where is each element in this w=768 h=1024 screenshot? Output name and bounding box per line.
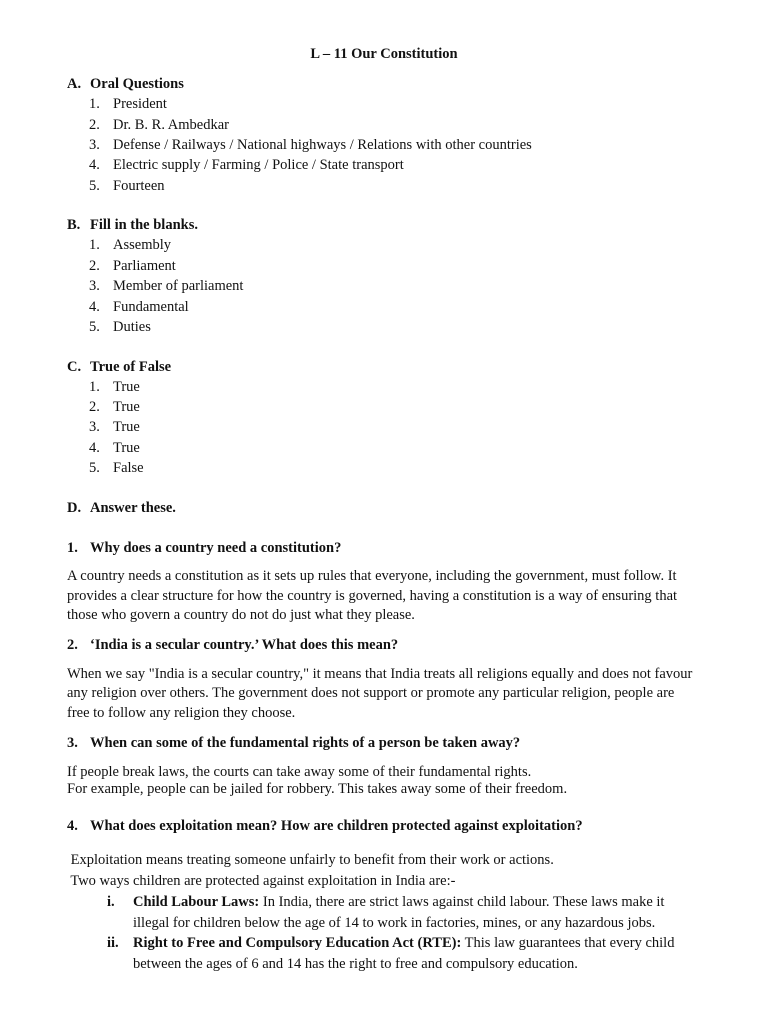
section-c-letter: C.: [67, 359, 82, 375]
answer-line: For example, people can be jailed for robbery. This takes away some of their freedom.: [67, 781, 568, 797]
question-text: When can some of the fundamental rights of a person be taken away?: [90, 735, 521, 751]
item-number: 1.: [89, 379, 100, 395]
roman-item-line: [133, 935, 674, 952]
roman-numeral: ii.: [107, 935, 119, 951]
section-a-item: Fourteen: [113, 178, 165, 194]
roman-item-line: between the ages of 6 and 14 has the right to free and compulsory education.: [133, 956, 578, 972]
question-text: What does exploitation mean? How are children protected against exploitation?: [90, 818, 583, 834]
item-number: 2.: [89, 258, 100, 274]
section-a-item: Defense / Railways / National highways / Relations with other countries: [113, 137, 532, 153]
item-number: 2.: [89, 399, 100, 415]
section-b-letter: B.: [67, 217, 81, 233]
section-c-item: True: [113, 379, 140, 395]
item-number: 2.: [89, 117, 100, 133]
roman-item-line: [133, 894, 664, 911]
roman-item-text: This law guarantees that every child: [464, 935, 675, 951]
section-c-item: False: [113, 460, 144, 476]
item-number: 4.: [89, 157, 100, 173]
answer-line: A country needs a constitution as it sets up rules that everyone, including the government, must follow. It: [67, 568, 677, 584]
question-number: 3.: [67, 735, 78, 751]
section-c-item: True: [113, 399, 140, 415]
section-c-item: True: [113, 440, 140, 456]
roman-item-label: Child Labour Laws:: [133, 894, 260, 910]
item-number: 1.: [89, 96, 100, 112]
section-a-heading: Oral Questions: [90, 76, 184, 92]
answer-line: free to follow any religion they choose.: [67, 705, 296, 721]
item-number: 4.: [89, 299, 100, 315]
section-d-heading: Answer these.: [90, 500, 176, 516]
item-number: 3.: [89, 137, 100, 153]
item-number: 5.: [89, 460, 100, 476]
roman-item-line: illegal for children below the age of 14 to work in factories, mines, or any hazardous jobs.: [133, 915, 656, 931]
section-b-item: Assembly: [113, 237, 171, 253]
question-number: 2.: [67, 637, 78, 653]
item-number: 4.: [89, 440, 100, 456]
section-a-item: Electric supply / Farming / Police / State transport: [113, 157, 404, 173]
item-number: 5.: [89, 178, 100, 194]
section-b-item: Parliament: [113, 258, 176, 274]
item-number: 1.: [89, 237, 100, 253]
section-b-item: Duties: [113, 319, 151, 335]
section-a-item: President: [113, 96, 167, 112]
section-a-letter: A.: [67, 76, 82, 92]
roman-item-text: In India, there are strict laws against child labour. These laws make it: [262, 894, 665, 910]
section-c-item: True: [113, 419, 140, 435]
section-b-item: Fundamental: [113, 299, 189, 315]
item-number: 3.: [89, 419, 100, 435]
item-number: 5.: [89, 319, 100, 335]
answer-line: If people break laws, the courts can take away some of their fundamental rights.: [67, 764, 532, 780]
section-b-heading: Fill in the blanks.: [90, 217, 198, 233]
section-b-item: Member of parliament: [113, 278, 244, 294]
section-c-heading: True of False: [90, 359, 172, 375]
answer-line: those who govern a country do not do just what they please.: [67, 607, 415, 623]
page-title: L – 11 Our Constitution: [310, 46, 458, 62]
question-number: 4.: [67, 818, 78, 834]
answer-line: any religion over others. The government does not support or promote any particular religion, people are: [67, 685, 675, 701]
answer-line: provides a clear structure for how the country is governed, having a constitution is a way of ensuring that: [67, 588, 678, 604]
question-number: 1.: [67, 540, 78, 556]
section-d-letter: D.: [67, 500, 82, 516]
roman-item-label: Right to Free and Compulsory Education Act (RTE):: [133, 935, 462, 951]
item-number: 3.: [89, 278, 100, 294]
question-text: ‘India is a secular country.’ What does this mean?: [90, 637, 399, 653]
answer-line: Exploitation means treating someone unfairly to benefit from their work or actions.: [67, 852, 554, 868]
question-text: Why does a country need a constitution?: [90, 540, 342, 556]
answer-line: When we say "India is a secular country," it means that India treats all religions equally and does not favour: [67, 666, 693, 682]
answer-line: Two ways children are protected against exploitation in India are:-: [67, 873, 456, 889]
roman-numeral: i.: [107, 894, 115, 910]
section-a-item: Dr. B. R. Ambedkar: [113, 117, 229, 133]
